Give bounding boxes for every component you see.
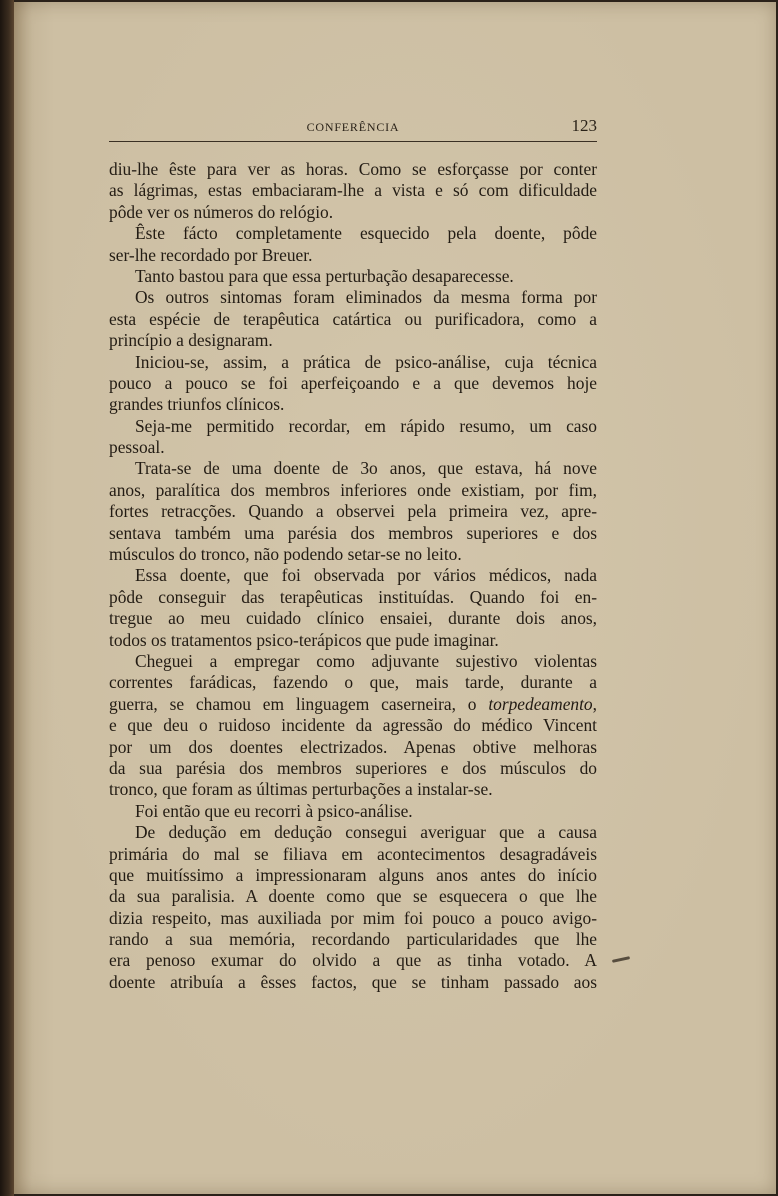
text-line: que muitíssimo a impressionaram alguns anos antes do início [109, 864, 597, 885]
paragraph [109, 458, 597, 565]
paragraph [109, 565, 597, 651]
text-line: por um dos doentes electrizados. Apenas obtive melhoras [109, 736, 597, 757]
text-line: grandes triunfos clínicos. [109, 394, 285, 415]
text-line: guerra, se chamou em linguagem caserneira, o torpedeamento, [109, 693, 597, 714]
text-line: pôde ver os números do relógio. [109, 201, 334, 222]
page-number: 123 [571, 116, 597, 135]
paragraph [109, 801, 597, 822]
text-line: músculos do tronco, não podendo setar-se no leito. [109, 544, 462, 565]
text-line: Foi então que eu recorri à psico-análise. [135, 800, 413, 821]
text-line: correntes farádicas, fazendo o que, mais tarde, durante a [109, 672, 597, 693]
text-line: pôde conseguir das terapêuticas instituídas. Quando foi en- [109, 586, 597, 607]
text-line: da sua paralisia. A doente como que se esquecera o que lhe [109, 886, 597, 907]
text-line: diu-lhe êste para ver as horas. Como se esforçasse por conter [109, 159, 597, 179]
text-line: Os outros sintomas foram eliminados da mesma forma por [135, 287, 597, 308]
text-line: e que deu o ruidoso incidente da agressão do médico Vincent [109, 715, 597, 736]
text-line: primária do mal se filiava em acontecimentos desagradáveis [109, 843, 597, 864]
paragraph [109, 352, 597, 416]
body-text [109, 159, 597, 993]
text-line: De dedução em dedução consegui averiguar que a causa [135, 822, 597, 843]
text-line: rando a sua memória, recordando particularidades que lhe [109, 929, 597, 950]
paragraph [109, 416, 597, 459]
text-line: Seja-me permitido recordar, em rápido resumo, um caso [135, 415, 597, 436]
text-line: tregue ao meu cuidado clínico ensaiei, durante dois anos, [109, 608, 597, 629]
header-rule [109, 141, 597, 142]
text-line: ser-lhe recordado por Breuer. [109, 244, 313, 265]
text-line: Iniciou-se, assim, a prática de psico-análise, cuja técnica [135, 351, 597, 372]
paragraph [109, 266, 597, 287]
text-line: Trata-se de uma doente de 3o anos, que estava, há nove [135, 458, 597, 479]
text-line: doente atribuía a êsses factos, que se tinham passado aos [109, 971, 597, 992]
text-line: Êste fácto completamente esquecido pela doente, pôde [135, 223, 597, 244]
paragraph [109, 287, 597, 351]
text-line: era penoso exumar do olvido a que as tinha votado. A [109, 950, 597, 971]
running-head [109, 118, 597, 138]
text-line: esta espécie de terapêutica catártica ou purificadora, como a [109, 308, 597, 329]
text-line: anos, paralítica dos membros inferiores onde existiam, por fim, [109, 479, 597, 500]
paragraph [109, 651, 597, 801]
running-title: CONFERÊNCIA [306, 120, 400, 134]
text-line: pouco a pouco se foi aperfeiçoando e a que devemos hoje [109, 372, 597, 393]
italic-term: torpedeamento [488, 693, 593, 714]
text-line: princípio a designaram. [109, 330, 273, 351]
text-line: Cheguei a empregar como adjuvante sujestivo violentas [135, 650, 597, 671]
text-line: as lágrimas, estas embaciaram-lhe a vista e só com dificuldade [109, 180, 597, 201]
paragraph [109, 223, 597, 266]
text-line: dizia respeito, mas auxiliada por mim foi pouco a pouco avigo- [109, 907, 597, 928]
text-line: da sua parésia dos membros superiores e dos músculos do [109, 757, 597, 778]
paragraph [109, 159, 597, 223]
text-line: tronco, que foram as últimas perturbações a instalar-se. [109, 779, 493, 800]
text-line: pessoal. [109, 437, 165, 458]
text-line: Essa doente, que foi observada por vários médicos, nada [135, 565, 597, 586]
paragraph [109, 822, 597, 993]
text-line: sentava também uma parésia dos membros superiores e dos [109, 522, 597, 543]
text-line: Tanto bastou para que essa perturbação desaparecesse. [135, 265, 514, 286]
text-line: todos os tratamentos psico-terápicos que pude imaginar. [109, 629, 499, 650]
book-spine-edge [0, 0, 14, 1196]
text-line: fortes retracções. Quando a observei pela primeira vez, apre- [109, 501, 597, 522]
